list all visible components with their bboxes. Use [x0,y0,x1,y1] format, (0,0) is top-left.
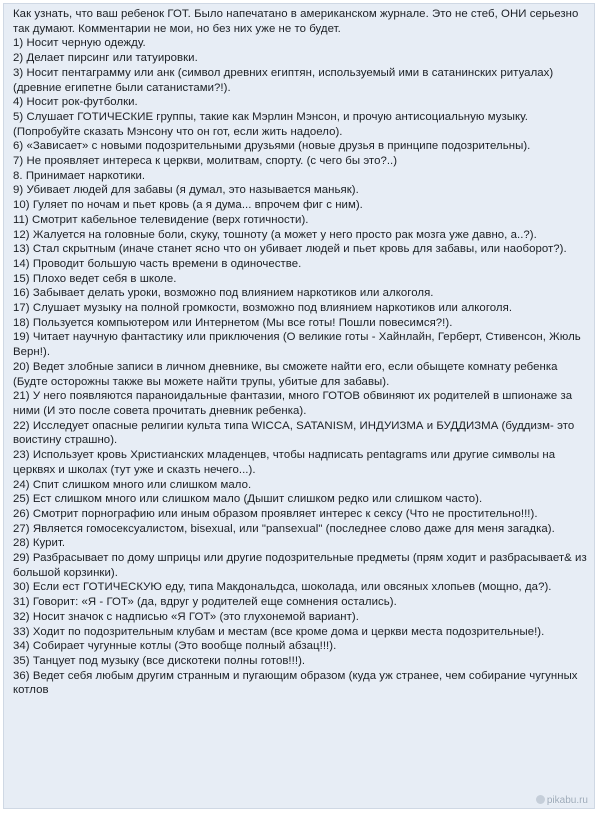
list-item: 22) Исследует опасные религии культа типа WICCA, SATANISM, ИНДУИЗМА и БУДДИЗМА (буддизм- это воистину страшно). [13,419,575,447]
list-item: 3) Носит пентаграмму или анк (символ древних египтян, используемый ими в сатанинских ритуалах) (древние египетне были сатанистами?!). [13,66,554,94]
post-card [3,3,595,809]
post-text [13,7,591,698]
checklist [13,36,591,698]
list-item: 18) Пользуется компьютером или Интернетом (Мы все готы! Пошли повесимся?!). [13,316,453,329]
list-item: 16) Забывает делать уроки, возможно под влиянием наркотиков или алкоголя. [13,287,434,300]
list-item: 2) Делает пирсинг или татуировки. [13,52,198,65]
list-item: 24) Спит слишком много или слишком мало. [13,478,252,491]
list-item: 23) Использует кровь Христианских младенцев, чтобы надписать pentagrams или другие символы на церквях и школах (тут уже и сказть нечего...). [13,449,556,476]
list-item: 25) Ест слишком много или слишком мало (Дышит слишком редко или слишком часто). [13,493,483,506]
list-item: 7) Не проявляет интереса к церкви, молитвам, спорту. (с чего бы это?..) [13,155,398,168]
list-item: 35) Танцует под музыку (все дискотеки полны готов!!!). [13,654,306,667]
list-item: 28) Курит. [13,537,66,550]
list-item: 36) Ведет себя любым другим странным и пугающим образом (куда уж странее, чем собирание чугунных котлов [13,669,578,697]
list-item: 26) Смотрит порнографию или иным образом проявляет интерес к сексу (Что не простительно!!!). [13,507,538,520]
list-item: 19) Читает научную фантастику или приключения (О великие готы - Хайнлайн, Герберт, Стивенсон, Жюль Верн!). [13,331,581,359]
list-item: 9) Убивает людей для забавы (я думал, это называется маньяк). [13,184,359,197]
list-item: 14) Проводит большую часть времени в одиночестве. [13,257,302,270]
list-item: 30) Если ест ГОТИЧЕСКУЮ еду, типа Макдональдса, шоколада, или овсяных хлопьев (мощно, да?). [13,581,552,594]
list-item: 21) У него появляются параноидальные фантазии, много ГОТОВ обвиняют их родителей в шпионаже за ними (И это после совета прочитать дневник ребенка). [13,390,573,417]
list-item: 32) Носит значок с надписью «Я ГОТ» (это глухонемой вариант). [13,610,359,623]
list-item: 27) Является гомосексуалистом, bisexual, или "pansexual" (последнее слово даже для меня загадка). [13,522,555,535]
list-item: 4) Носит рок-футболки. [13,96,138,109]
list-item: 13) Стал скрытным (иначе станет ясно что он убивает людей и пьет кровь для забавы, или наоборот?). [13,243,567,256]
list-item: 10) Гуляет по ночам и пьет кровь (а я дума... впрочем фиг с ним). [13,199,363,212]
list-item: 1) Носит черную одежду. [13,37,146,50]
watermark-text: pikabu.ru [546,795,588,806]
list-item: 33) Ходит по подозрительным клубам и местам (все кроме дома и церкви места подозрительные!). [13,625,545,638]
list-item: 15) Плохо ведет себя в школе. [13,272,177,285]
list-item: 17) Слушает музыку на полной громкости, возможно под влиянием наркотиков или алкоголя. [13,302,513,315]
list-item: 34) Собирает чугунные котлы (Это вообще полный абзац!!!). [13,640,337,653]
list-item: 12) Жалуется на головные боли, скуку, тошноту (а может у него просто рак мозга уже давно, а..?). [13,228,537,241]
list-item: 29) Разбрасывает по дому шприцы или другие подозрительные предметы (прям ходит и разбрасывает& из большой корзинки). [13,552,587,579]
pikabu-logo-icon [536,795,545,804]
list-item: 8. Принимает наркотики. [13,169,146,182]
list-item: 31) Говорит: «Я - ГОТ» (да, вдруг у родителей еще сомнения остались). [13,596,397,609]
list-item: 6) «Зависает» с новыми подозрительными друзьями (новые друзья в принципе подозрительны). [13,140,531,153]
watermark [536,795,588,807]
post-intro: Как узнать, что ваш ребенок ГОТ. Было напечатано в американском журнале. Это не стеб, ОНИ серьезно так думают. Комментарии не мои, но без них уже не то будет. [13,8,579,35]
list-item: 5) Слушает ГОТИЧЕСКИЕ группы, такие как Мэрлин Мэнсон, и прочую антисоциальную музыку. (Попробуйте сказать Мэнсону что он гот, если жить надоело). [13,110,528,138]
list-item: 11) Смотрит кабельное телевидение (верх готичности). [13,213,309,226]
list-item: 20) Ведет злобные записи в личном дневнике, вы сможете найти его, если обыщете комнату ребенка (Будте осторожны также вы можете найти трупы, убитые для забавы). [13,360,558,388]
